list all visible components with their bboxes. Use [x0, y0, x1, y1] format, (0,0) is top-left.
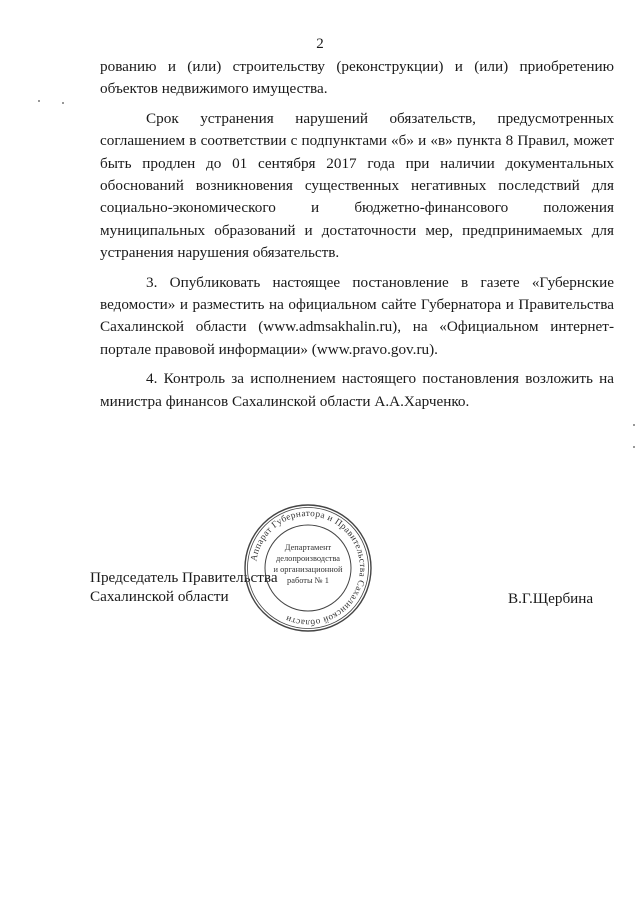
scan-speck [633, 424, 635, 426]
stamp-line-4: работы № 1 [287, 576, 329, 585]
document-body [100, 56, 614, 413]
paragraph-publication: 3. Опубликовать настоящее постановление в газете «Губернские ведомости» и разместить на официальном сайте Губернатора и Правительства Сахалинской области (www.admsakhalin.ru), на «Официальном интернет-портале правовой информации» (www.pravo.gov.ru). [100, 273, 614, 358]
page-number: 2 [316, 36, 324, 52]
signer-title: Председатель Правительства Сахалинской области [90, 569, 278, 605]
paragraph-deadline: Срок устранения нарушений обязательств, предусмотренных соглашением в соответствии с подпунктами «б» и «в» пункта 8 Правил, может быть продлен до 01 сентября 2017 года при наличии документальных обоснований возникновения существенных негативных последствий для социально-экономического и бюджетно-финансового положения муниципальных образований и достаточности мер, предпринимаемых для устранения нарушения обязательств. [100, 109, 614, 262]
scan-speck [38, 100, 40, 102]
stamp-outer-text: Аппарат Губернатора и Правительства Сахалинской области [248, 507, 369, 629]
stamp-line-1: Департамент [284, 543, 332, 552]
stamp-line-3: и организационной [273, 565, 343, 574]
paragraph-continuation: рованию и (или) строительству (реконструкции) и (или) приобретению объектов недвижимого имущества. [100, 58, 614, 98]
scan-speck [62, 102, 64, 104]
stamp-line-2: делопроизводства [275, 554, 341, 563]
signer-name: В.Г.Щербина [508, 590, 594, 607]
paragraph-control: 4. Контроль за исполнением настоящего постановления возложить на министра финансов Сахалинской области А.А.Харченко. [100, 370, 614, 410]
official-stamp [242, 502, 374, 634]
scan-speck [633, 446, 635, 448]
